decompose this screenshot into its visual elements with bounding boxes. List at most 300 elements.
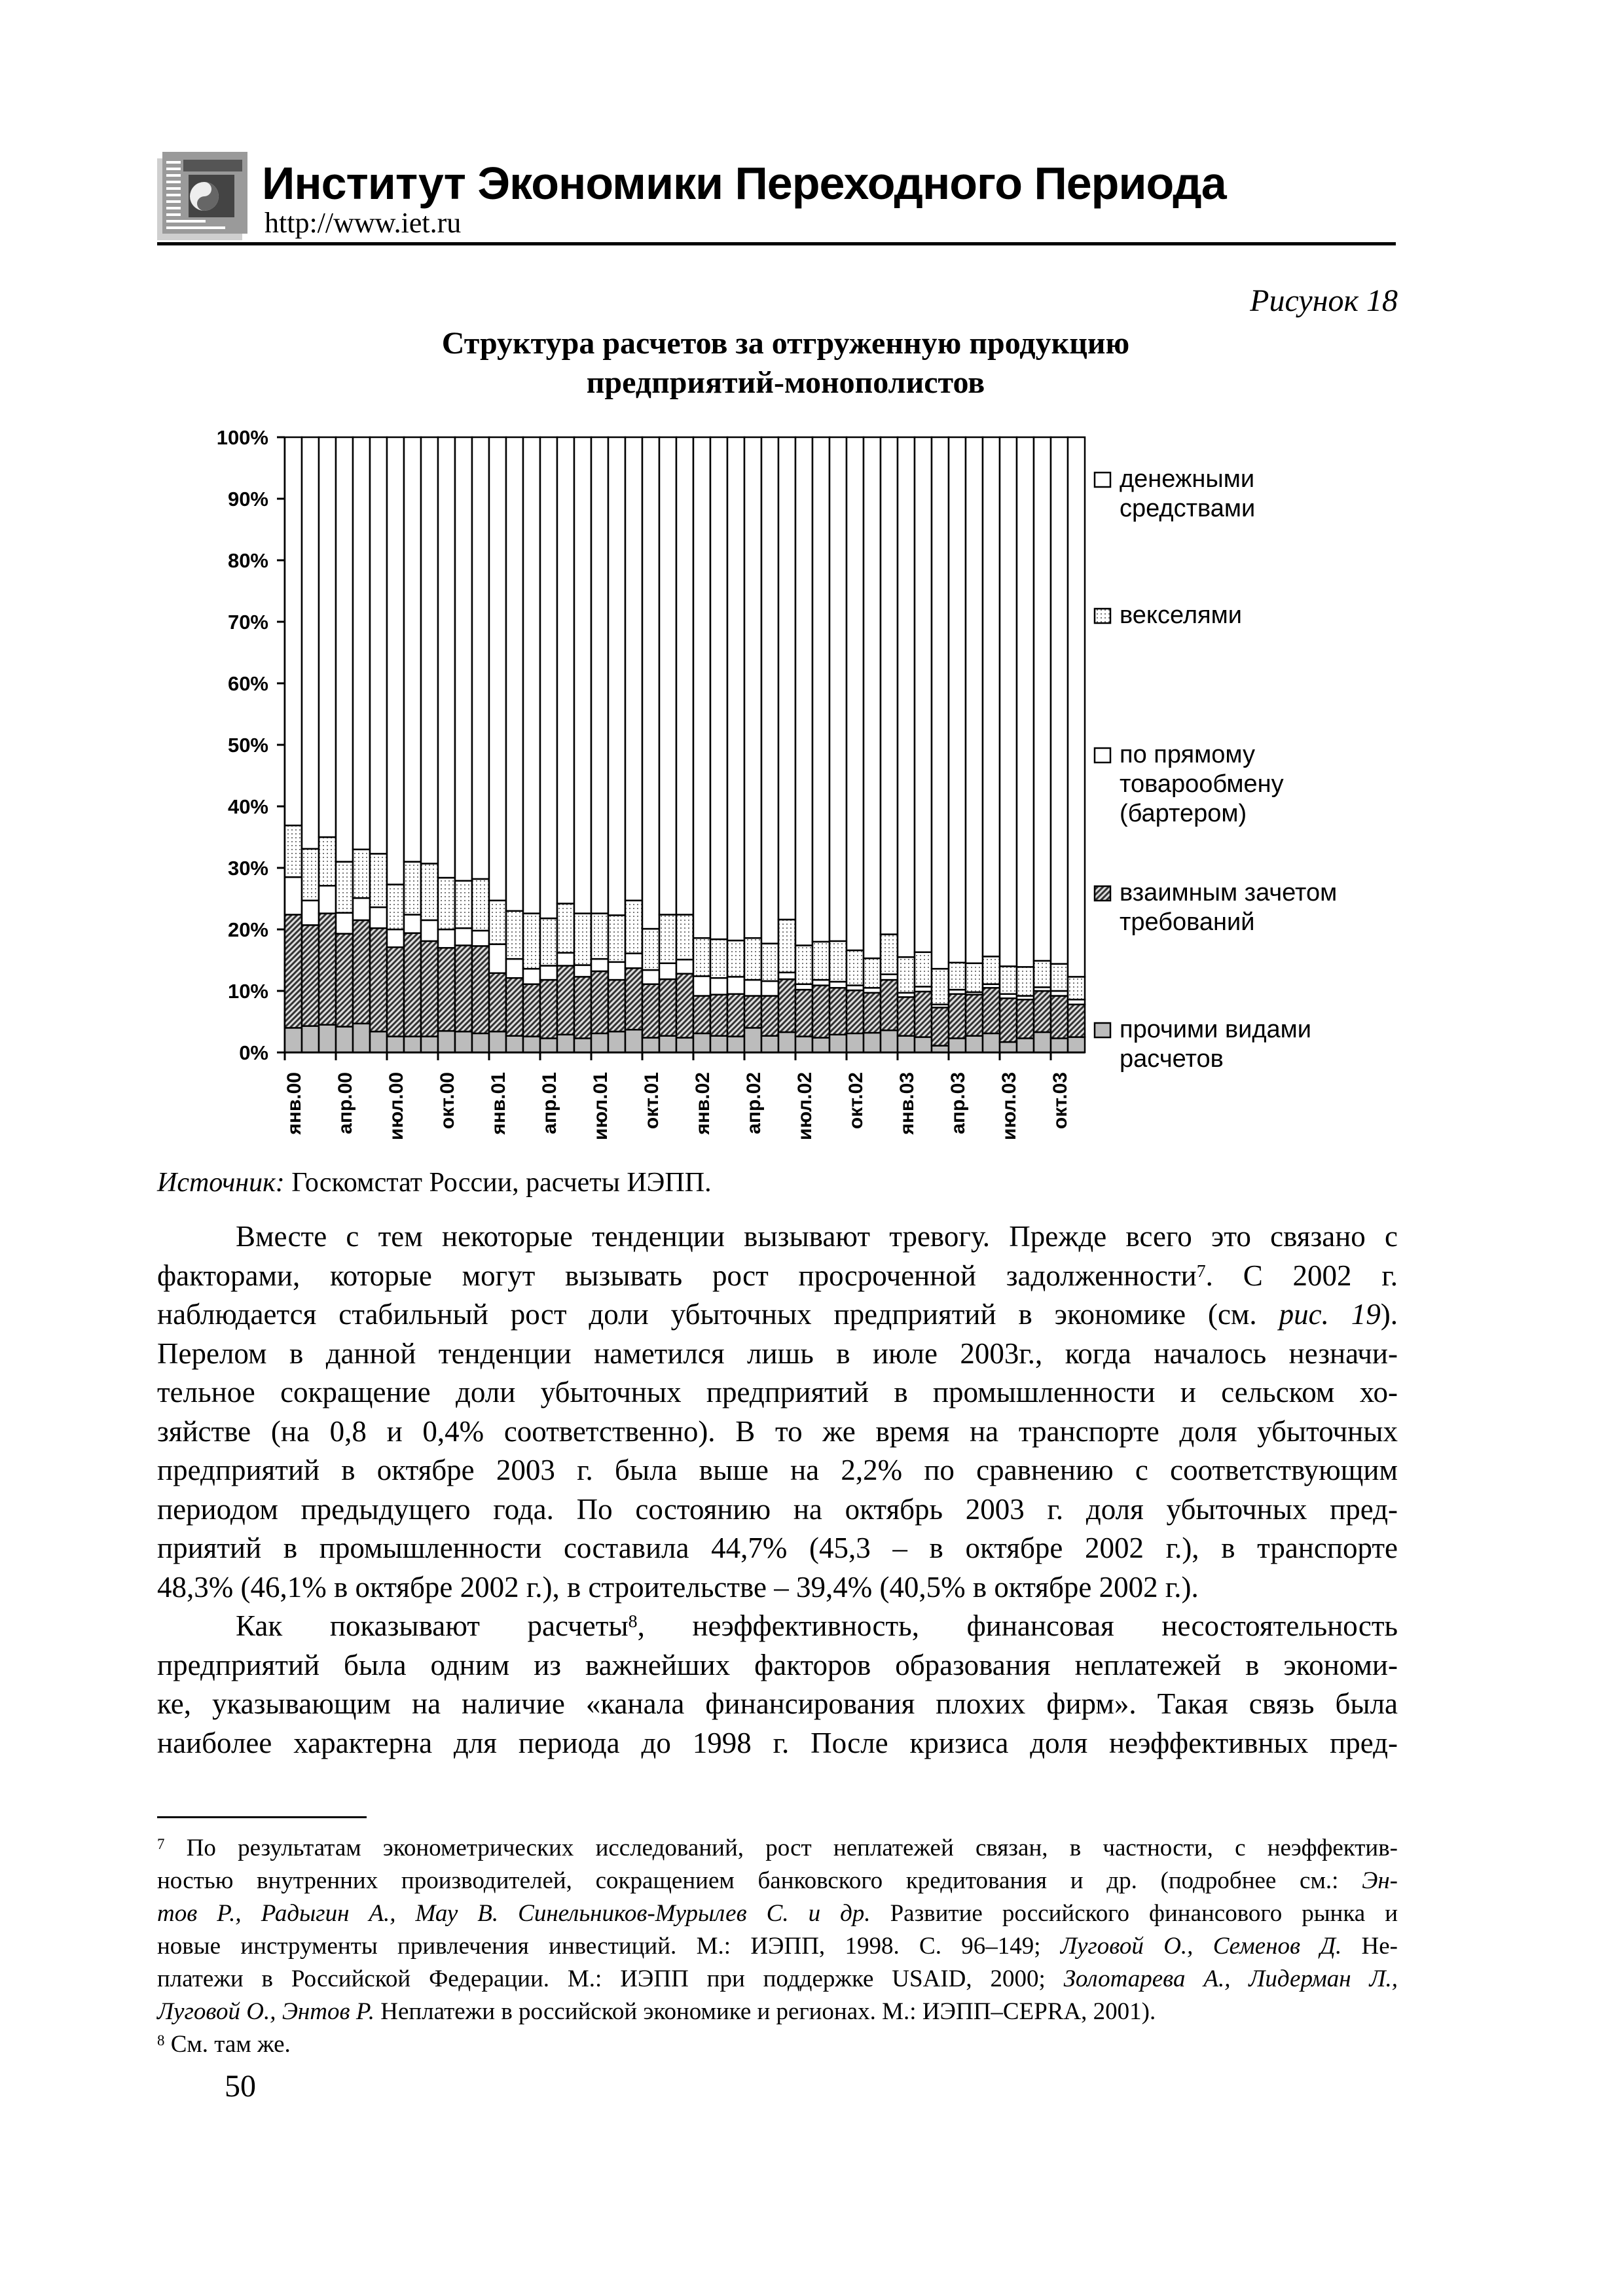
bar-segment-offset [830, 988, 847, 1034]
bar-segment-bills [557, 904, 574, 953]
bar-segment-bills [404, 862, 421, 915]
bar-segment-money [472, 437, 489, 879]
bar-segment-offset [302, 925, 319, 1026]
bar-segment-offset [659, 979, 676, 1035]
bar-segment-other [608, 1031, 625, 1052]
body-line [157, 1568, 1398, 1607]
bar-segment-money [1034, 437, 1051, 961]
bar-segment-bills [302, 849, 319, 901]
bar-segment-money [778, 437, 795, 920]
text-run: Неплатежи в российской экономике и регионах. М.: ИЭПП–CEPRA, 2001). [374, 1998, 1156, 2025]
bar-segment-money [676, 437, 693, 914]
bar-segment-money [642, 437, 659, 929]
bar-segment-barter [557, 953, 574, 966]
legend-label-money: денежными [1120, 465, 1255, 493]
bar-segment-bills [915, 952, 932, 987]
bar-segment-offset [778, 979, 795, 1032]
bar-segment-barter [744, 980, 761, 996]
bar-segment-offset [370, 928, 387, 1031]
bar-segment-other [370, 1031, 387, 1052]
body-line [157, 1528, 1398, 1568]
bar-segment-bills [744, 938, 761, 980]
bar-segment-other [676, 1037, 693, 1052]
bar-segment-barter [421, 920, 438, 941]
bar-segment-offset [642, 984, 659, 1038]
bar-segment-offset [489, 973, 506, 1031]
bar-segment-offset [727, 994, 744, 1037]
bar-segment-other [966, 1036, 983, 1052]
bar-segment-offset [438, 948, 455, 1031]
bar-segment-bills [625, 901, 642, 954]
y-tick-label: 50% [227, 734, 268, 757]
bar-segment-money [761, 437, 778, 944]
chart-title-line-2: предприятий-монополистов [586, 365, 985, 400]
bar-segment-bills [353, 850, 370, 898]
bar-segment-offset [864, 993, 881, 1033]
bar-segment-barter [761, 981, 778, 996]
figure-number: Рисунок 18 [1250, 283, 1398, 318]
bar-segment-bills [812, 942, 830, 980]
text-run: ке, указывающим на наличие «канала финансирования плохих фирм». Такая связь была [157, 1687, 1398, 1720]
bar-segment-money [319, 437, 336, 837]
text-run: платежи в Российской Федерации. М.: ИЭПП при поддержке USAID, 2000; [157, 1965, 1064, 1992]
bar-segment-barter [438, 929, 455, 948]
bar-segment-offset [676, 974, 693, 1038]
y-tick-label: 10% [227, 980, 268, 1003]
body-line [157, 1295, 1398, 1334]
bar-segment-money [744, 437, 761, 938]
bar-segment-money [1017, 437, 1034, 967]
x-tick-label: июл.00 [386, 1072, 407, 1141]
bar-segment-money [898, 437, 915, 957]
text-run: . С 2002 г. [1205, 1259, 1398, 1292]
bar-segment-other [693, 1033, 710, 1052]
bar-segment-other [710, 1036, 727, 1052]
bar-segment-other [778, 1032, 795, 1052]
text-run: факторами, которые могут вызывать рост просроченной задолженности [157, 1259, 1197, 1292]
bar-segment-other [847, 1033, 864, 1052]
bar-segment-other [983, 1033, 1000, 1052]
bar-segment-money [659, 437, 676, 914]
bar-segment-bills [642, 929, 659, 970]
bar-segment-bills [693, 938, 710, 976]
bar-segment-money [625, 437, 642, 901]
bar-segment-offset [455, 945, 472, 1031]
x-tick-label: июл.03 [998, 1072, 1020, 1141]
bar-segment-barter [659, 963, 676, 979]
bar-segment-bills [932, 969, 949, 1005]
x-axis [283, 1052, 1085, 1140]
legend-swatch-bills [1095, 609, 1110, 623]
bar-segment-offset [693, 996, 710, 1033]
bar-segment-money [812, 437, 830, 942]
bar-segment-barter [574, 965, 591, 977]
bar-segment-other [302, 1026, 319, 1052]
bar-segment-bills [387, 884, 404, 929]
bar-segment-other [812, 1037, 830, 1052]
bar-segment-barter [676, 960, 693, 974]
bar-segment-other [506, 1036, 523, 1052]
bar-segment-other [1017, 1038, 1034, 1052]
body-line [157, 1450, 1398, 1490]
footnote-line [157, 1996, 1398, 2028]
bar-segment-offset [744, 996, 761, 1028]
bar-segment-barter [404, 914, 421, 933]
body-line [157, 1334, 1398, 1373]
y-tick-label: 0% [239, 1041, 268, 1064]
bar-segment-money [421, 437, 438, 863]
legend-label-other: прочими видами [1120, 1016, 1312, 1043]
bar-segment-other [1051, 1038, 1068, 1052]
bar-segment-other [574, 1038, 591, 1052]
text-run: предприятий в октябре 2003 г. была выше на 2,2% по сравнению с соответствующим [157, 1454, 1398, 1486]
bar-segment-barter [472, 931, 489, 946]
bar-segment-offset [421, 941, 438, 1037]
footnote-line [157, 1832, 1398, 1865]
bar-segment-other [557, 1035, 574, 1052]
body-line [157, 1645, 1398, 1685]
bar-segment-other [455, 1031, 472, 1052]
bar-segment-money [915, 437, 932, 952]
bar-segment-offset [336, 934, 353, 1027]
text-run: По результатам эконометрических исследований, рост неплатежей связан, в частности, с неэффектив- [164, 1835, 1398, 1861]
bar-segment-offset [285, 914, 302, 1028]
bar-segment-bills [830, 941, 847, 982]
bar-segment-money [1068, 437, 1085, 977]
bar-segment-other [336, 1027, 353, 1052]
legend-swatch-barter [1095, 748, 1110, 762]
bar-segment-barter [489, 944, 506, 973]
bar-segment-money [949, 437, 966, 963]
bar-segment-offset [404, 933, 421, 1037]
bar-segment-offset [761, 996, 778, 1036]
bar-segment-money [983, 437, 1000, 956]
bar-segment-money [285, 437, 302, 825]
bar-segment-other [881, 1030, 898, 1052]
y-tick-label: 40% [227, 795, 268, 818]
bar-segment-bills [319, 837, 336, 886]
bar-segment-bills [370, 853, 387, 907]
bar-segment-other [523, 1037, 540, 1052]
y-tick-label: 80% [227, 549, 268, 572]
bar-segment-offset [506, 978, 523, 1035]
institute-url[interactable]: http://www.iet.ru [264, 207, 462, 239]
body-line [236, 1217, 1398, 1256]
x-tick-label: янв.01 [488, 1072, 509, 1135]
text-run: 48,3% (46,1% в октябре 2002 г.), в строительстве – 39,4% (40,5% в октябре 2002 г.). [157, 1570, 1199, 1604]
bar-segment-bills [847, 950, 864, 986]
bar-segment-money [795, 437, 812, 945]
source-text: Госкомстат России, расчеты ИЭПП. [284, 1168, 712, 1198]
bar-segment-barter [285, 877, 302, 914]
bar-segment-money [881, 437, 898, 935]
bar-segment-offset [983, 988, 1000, 1033]
x-tick-label: янв.00 [283, 1072, 305, 1135]
y-tick-label: 100% [216, 426, 268, 449]
text-run: Золотарева А., Лидерман Л., [1063, 1965, 1398, 1992]
x-tick-label: окт.00 [437, 1072, 458, 1130]
bar-segment-money [966, 437, 983, 963]
footnote-ref[interactable]: 8 [157, 2032, 165, 2049]
bar-segment-bills [591, 914, 608, 960]
legend-label-offset: требований [1120, 908, 1255, 936]
bar-segment-barter [302, 901, 319, 925]
bar-segment-bills [949, 963, 966, 990]
legend-label-other: расчетов [1120, 1045, 1224, 1073]
text-run: наиболее характерна для периода до 1998 г. После кризиса доля неэффективных пред- [157, 1726, 1398, 1759]
bar-segment-other [932, 1046, 949, 1052]
bar-segment-barter [591, 959, 608, 971]
bar-segment-other [727, 1037, 744, 1052]
bar-segment-other [795, 1037, 812, 1052]
bar-segment-other [864, 1033, 881, 1052]
text-run: Вместе с тем некоторые тенденции вызывают тревогу. Прежде всего это связано с [236, 1220, 1398, 1253]
bar-segment-bills [455, 881, 472, 928]
bar-segment-offset [795, 990, 812, 1036]
footnote-ref[interactable]: 8 [628, 1611, 638, 1632]
bar-segment-money [574, 437, 591, 914]
footnote-line [157, 1930, 1398, 1963]
bar-segment-bills [795, 945, 812, 984]
text-run: , неэффективность, финансовая несостоятельность [637, 1609, 1398, 1642]
bar-segment-offset [540, 980, 557, 1038]
text-run: новые инструменты привлечения инвестиций. М.: ИЭПП, 1998. С. 96–149; [157, 1933, 1061, 1960]
bar-segment-bills [608, 915, 625, 961]
bar-segment-barter [387, 929, 404, 947]
y-tick-label: 60% [227, 672, 268, 695]
legend-label-money: средствами [1120, 495, 1256, 522]
bar-segment-money [489, 437, 506, 901]
bar-segment-bills [727, 941, 744, 977]
bar-segment-offset [881, 980, 898, 1030]
bar-segment-offset [625, 968, 642, 1030]
bar-segment-other [642, 1037, 659, 1052]
bar-segment-offset [557, 965, 574, 1034]
x-tick-label: апр.01 [539, 1072, 560, 1134]
text-run: Развитие российского финансового рынка и [870, 1900, 1398, 1927]
legend-swatch-offset [1095, 886, 1110, 901]
bar-segment-offset [1051, 996, 1068, 1039]
legend-label-offset: взаимным зачетом [1120, 879, 1338, 906]
bar-segment-other [1068, 1037, 1085, 1053]
footnote-line [157, 1963, 1398, 1996]
bar-segment-barter [830, 982, 847, 988]
text-run: приятий в промышленности составила 44,7% (45,3 – в октябре 2002 г.), в транспорте [157, 1532, 1398, 1564]
bar-segment-barter [336, 913, 353, 934]
bar-segment-offset [523, 984, 540, 1037]
bar-segment-bills [898, 957, 915, 993]
bar-segment-money [1051, 437, 1068, 964]
bar-segment-money [523, 437, 540, 914]
bar-segment-other [540, 1038, 557, 1052]
bar-segment-bills [761, 944, 778, 981]
text-run: тельное сокращение доли убыточных предприятий в промышленности и сельском хо- [157, 1376, 1398, 1408]
legend-label-barter: по прямому [1120, 741, 1255, 768]
bar-segment-bills [540, 918, 557, 965]
bar-segment-barter [319, 886, 336, 913]
bar-segment-other [744, 1028, 761, 1052]
bar-segment-barter [727, 977, 744, 994]
bar-segment-offset [574, 977, 591, 1038]
bar-segment-money [353, 437, 370, 850]
footnote-ref[interactable]: 7 [1196, 1261, 1206, 1282]
bar-segment-bills [438, 878, 455, 929]
body-line [157, 1490, 1398, 1529]
bar-segment-other [319, 1025, 336, 1052]
footnote-line [157, 1897, 1398, 1930]
y-tick-label: 30% [227, 857, 268, 880]
bar-segment-other [421, 1037, 438, 1052]
body-line [157, 1372, 1398, 1412]
bar-segment-other [625, 1030, 642, 1052]
bar-segment-bills [523, 914, 540, 969]
bar-segment-bills [864, 958, 881, 988]
bar-segment-barter [455, 928, 472, 945]
bar-segment-offset [319, 914, 336, 1025]
bar-segment-money [540, 437, 557, 918]
bar-segment-other [915, 1037, 932, 1053]
page-number: 50 [225, 2069, 256, 2104]
bar-segment-money [387, 437, 404, 884]
bar-segment-other [404, 1037, 421, 1052]
bar-segment-barter [795, 984, 812, 990]
bar-segment-money [455, 437, 472, 881]
bar-segment-money [710, 437, 727, 939]
text-run: Не- [1341, 1933, 1398, 1960]
x-tick-label: окт.03 [1049, 1072, 1071, 1130]
bar-segment-bills [778, 920, 795, 973]
bar-segment-bills [506, 911, 523, 959]
y-tick-label: 70% [227, 611, 268, 634]
text-run: Луговой О., Энтов Р. [157, 1998, 374, 2025]
legend [1095, 465, 1337, 1073]
x-tick-label: апр.02 [743, 1072, 765, 1134]
bar-segment-offset [472, 946, 489, 1033]
figure-source [157, 1167, 712, 1198]
text-run: Эн- [1362, 1867, 1398, 1894]
bar-segment-other [353, 1024, 370, 1052]
footnote-ref[interactable]: 7 [157, 1836, 165, 1852]
bar-segment-other [591, 1033, 608, 1052]
bar-segment-barter [506, 959, 523, 978]
bar-segment-money [302, 437, 319, 849]
bar-segment-offset [898, 997, 915, 1035]
footnote-rule [157, 1816, 367, 1818]
x-tick-label: окт.01 [641, 1072, 663, 1130]
bar-segment-money [727, 437, 744, 941]
x-tick-label: июл.02 [794, 1072, 816, 1141]
bar-segment-bills [710, 939, 727, 978]
x-tick-label: июл.01 [590, 1072, 611, 1141]
bar-segment-offset [591, 971, 608, 1033]
bar-segment-offset [1034, 991, 1051, 1032]
bar-segment-money [591, 437, 608, 914]
bar-segment-bills [1034, 961, 1051, 987]
bar-segment-money [830, 437, 847, 941]
bar-segment-barter [540, 965, 557, 980]
bar-segment-other [285, 1028, 302, 1052]
footnote-line [157, 2028, 1398, 2061]
text-run: предприятий была одним из важнейших факторов образования неплатежей в экономи- [157, 1648, 1398, 1681]
text-run: наблюдается стабильный рост доли убыточных предприятий в экономике (см. [157, 1298, 1279, 1331]
bar-segment-bills [676, 914, 693, 960]
x-tick-label: янв.02 [692, 1072, 714, 1135]
bar-segment-bills [472, 879, 489, 931]
text-run: периодом предыдущего года. По состоянию на октябрь 2003 г. доля убыточных пред- [157, 1492, 1398, 1526]
body-line [157, 1256, 1398, 1295]
bar-segment-barter [353, 898, 370, 920]
bar-segment-barter [608, 962, 625, 980]
bar-segment-money [693, 437, 710, 938]
bar-segment-barter [778, 973, 795, 979]
bars [285, 437, 1085, 1052]
bar-segment-offset [1017, 999, 1034, 1038]
x-tick-label: апр.00 [335, 1072, 356, 1134]
bar-segment-other [489, 1031, 506, 1052]
bar-segment-bills [966, 963, 983, 992]
text-run: тов Р., Радыгин А., Мау В. Синельников-Мурылев С. и др. [157, 1900, 871, 1927]
bar-segment-other [830, 1035, 847, 1052]
body-line [157, 1684, 1398, 1723]
text-run: Луговой О., Семенов Д. [1060, 1933, 1342, 1960]
bar-segment-offset [932, 1007, 949, 1045]
y-tick-label: 90% [227, 488, 268, 511]
bar-segment-barter [693, 976, 710, 996]
bar-segment-bills [1068, 977, 1085, 999]
x-tick-label: апр.03 [947, 1072, 969, 1134]
bar-segment-offset [353, 920, 370, 1024]
bar-segment-bills [489, 901, 506, 944]
bar-segment-barter [812, 980, 830, 985]
text-run: Перелом в данной тенденции наметился лишь в июле 2003г., когда началось незначи- [157, 1336, 1398, 1370]
bar-segment-offset [710, 995, 727, 1036]
body-line [157, 1723, 1398, 1763]
text-run: рис. 19 [1279, 1298, 1381, 1331]
bar-segment-bills [285, 825, 302, 877]
bar-segment-money [557, 437, 574, 904]
bar-segment-money [608, 437, 625, 915]
bar-segment-offset [949, 994, 966, 1039]
bar-segment-money [506, 437, 523, 911]
text-run: ностью внутренних производителей, сокращением банковского кредитования и др. (подробнее см.: [157, 1867, 1362, 1894]
bar-segment-barter [710, 978, 727, 994]
chart-title-line-1: Структура расчетов за отгруженную продукцию [441, 326, 1130, 361]
bar-segment-bills [659, 914, 676, 963]
bar-segment-bills [421, 863, 438, 920]
body-line [157, 1412, 1398, 1451]
text-run: ). [1380, 1298, 1398, 1331]
bar-segment-other [472, 1033, 489, 1052]
bar-segment-offset [1000, 998, 1017, 1042]
bar-segment-money [438, 437, 455, 878]
bar-segment-bills [983, 956, 1000, 984]
bar-segment-barter [881, 975, 898, 980]
bar-segment-other [387, 1037, 404, 1052]
bar-segment-barter [642, 970, 659, 984]
bar-segment-other [438, 1031, 455, 1052]
body-line [236, 1606, 1398, 1645]
legend-swatch-other [1095, 1023, 1110, 1037]
bar-segment-bills [574, 914, 591, 965]
bar-segment-offset [1068, 1005, 1085, 1037]
x-tick-label: окт.02 [845, 1072, 867, 1130]
bar-segment-money [336, 437, 353, 862]
bar-segment-other [1034, 1032, 1051, 1052]
bar-segment-offset [608, 980, 625, 1031]
legend-label-barter: товарообмену [1120, 770, 1284, 798]
bar-segment-bills [336, 862, 353, 913]
bar-segment-money [370, 437, 387, 853]
